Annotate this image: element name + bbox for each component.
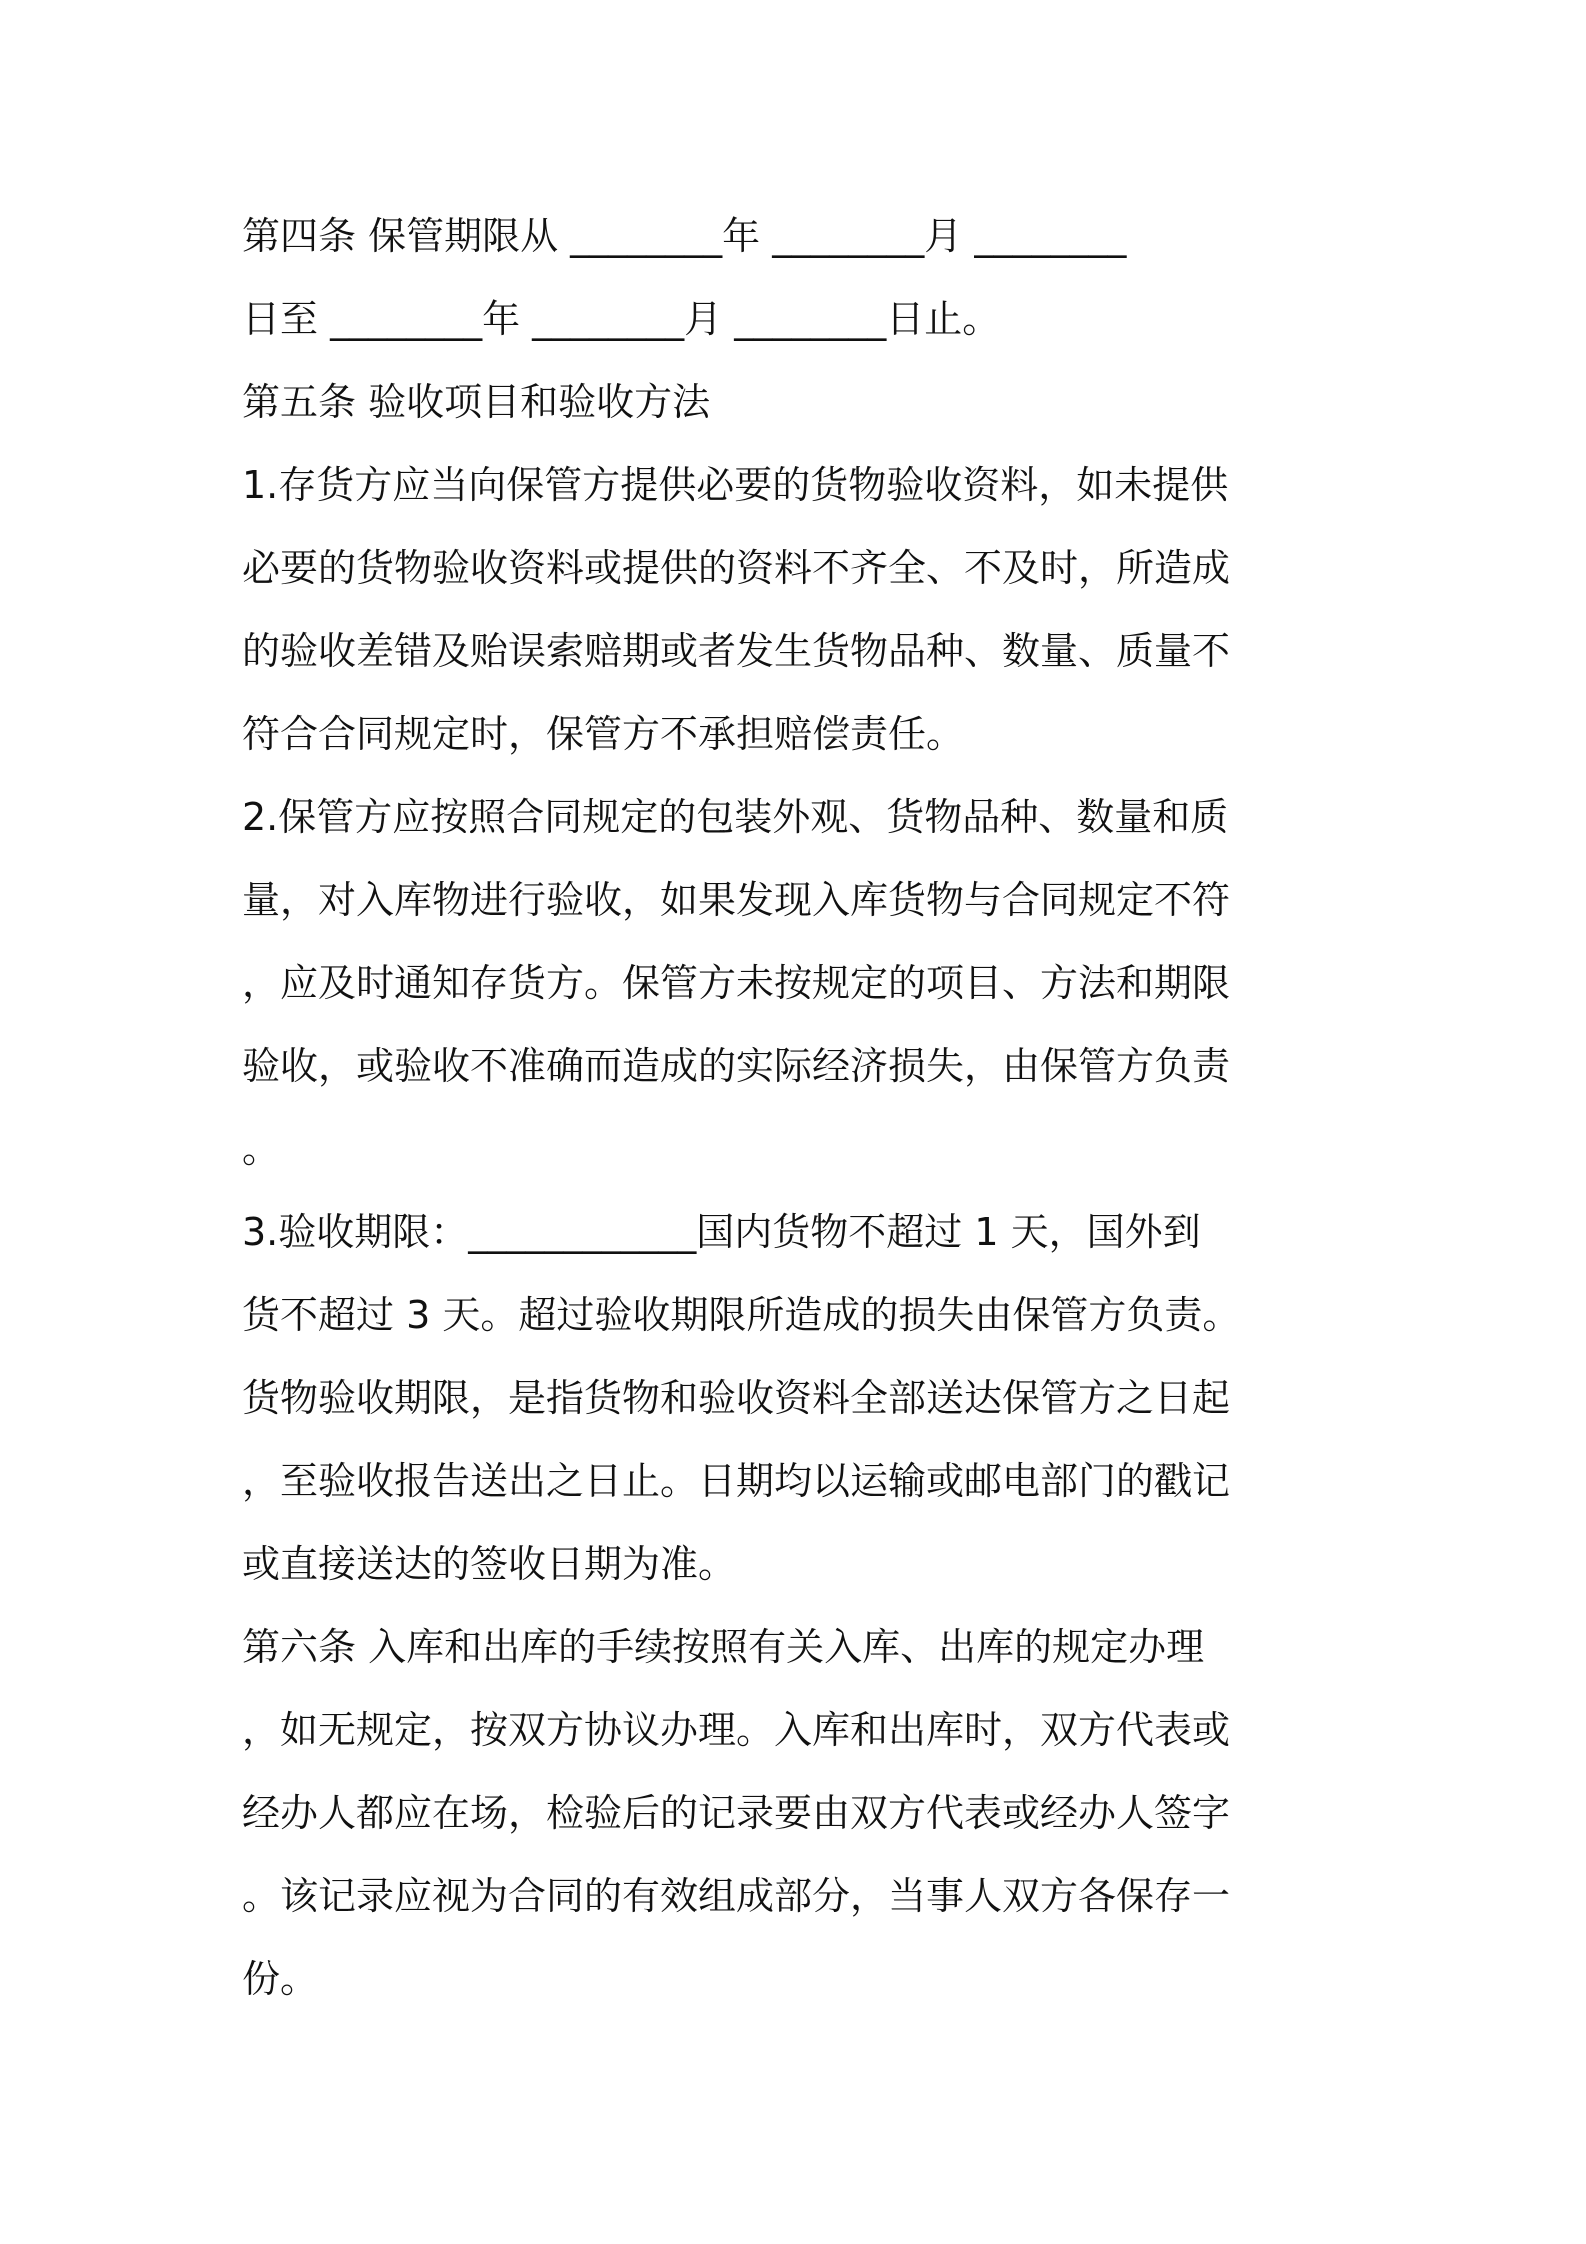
article-5-clause-3-line-1: 3.验收期限：____________国内货物不超过 1 天，国外到 [242,1210,1201,1254]
article-5-clause-3-line-4: ，至验收报告送出之日止。日期均以运输或邮电部门的戳记 [242,1459,1231,1503]
article-5-clause-2-line-3: ，应及时通知存货方。保管方未按规定的项目、方法和期限 [242,961,1231,1005]
article-5-clause-3-line-3: 货物验收期限，是指货物和验收资料全部送达保管方之日起 [242,1376,1231,1420]
article-5-clause-3-line-5: 或直接送达的签收日期为准。 [242,1542,737,1586]
article-5-clause-2-line-4: 验收，或验收不准确而造成的实际经济损失，由保管方负责 [242,1044,1231,1088]
article-5-clause-2-line-2: 量，对入库物进行验收，如果发现入库货物与合同规定不符 [242,878,1231,922]
article-6-line-5: 份。 [242,1957,319,2001]
article-6-line-4: 。该记录应视为合同的有效组成部分，当事人双方各保存一 [242,1874,1231,1918]
article-5-clause-1-line-3: 的验收差错及贻误索赔期或者发生货物品种、数量、质量不 [242,629,1231,673]
document-page [242,195,1357,2021]
article-5-heading: 第五条 验收项目和验收方法 [242,380,711,424]
article-5-clause-1-line-2: 必要的货物验收资料或提供的资料不齐全、不及时，所造成 [242,546,1231,590]
article-5-clause-2-line-5: 。 [242,1127,281,1171]
article-5-clause-1-line-1: 1.存货方应当向保管方提供必要的货物验收资料，如未提供 [242,463,1229,507]
article-4-line-1: 第四条 保管期限从 ________年 ________月 ________ [242,214,1127,258]
article-6-line-2: ，如无规定，按双方协议办理。入库和出库时，双方代表或 [242,1708,1231,1752]
article-6-line-1: 第六条 入库和出库的手续按照有关入库、出库的规定办理 [242,1625,1205,1669]
article-5-clause-1-line-4: 符合合同规定时，保管方不承担赔偿责任。 [242,712,965,756]
article-4-line-2: 日至 ________年 ________月 ________日止。 [242,297,1001,341]
article-6-line-3: 经办人都应在场，检验后的记录要由双方代表或经办人签字 [242,1791,1231,1835]
article-5-clause-3-line-2: 货不超过 3 天。超过验收期限所造成的损失由保管方负责。 [242,1293,1241,1337]
article-5-clause-2-line-1: 2.保管方应按照合同规定的包装外观、货物品种、数量和质 [242,795,1229,839]
